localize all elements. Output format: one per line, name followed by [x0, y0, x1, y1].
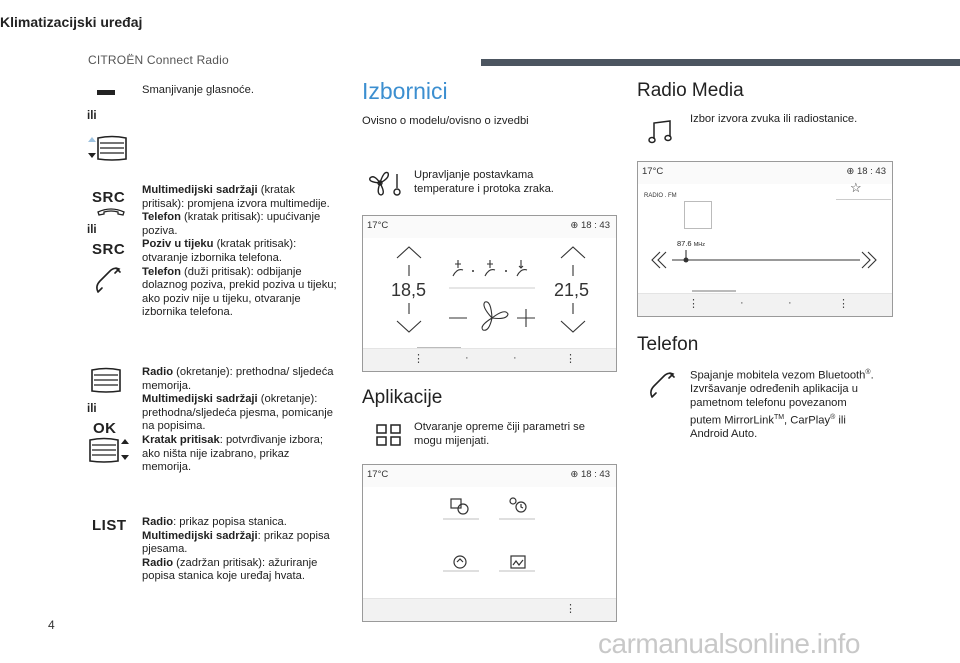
list-description	[142, 516, 342, 584]
fan-temperature-icon	[368, 170, 404, 198]
ok-line-1: Multimedijski sadržaji (okretanje): prethodna/sljedeća pjesma, pomicanje na popisima.	[142, 393, 333, 433]
aplikacije-text: Otvaranje opreme čiji parametri se mogu mijenjati.	[414, 421, 585, 447]
music-note-icon	[648, 120, 674, 144]
menu-dots-icon: ⋮	[565, 603, 576, 615]
dot-icon: ·	[788, 297, 792, 309]
favorite-star-icon[interactable]: ☆	[850, 180, 862, 195]
list-line-0: Radio: prikaz popisa stanica.	[142, 516, 287, 528]
volume-down-icon	[97, 88, 117, 96]
radio-media-text: Izbor izvora zvuka ili radiostanice.	[690, 113, 858, 125]
src-button-label: SRC	[92, 189, 126, 206]
climate-screen	[362, 215, 617, 372]
ili-label: ili	[87, 224, 97, 236]
ok-button-label: OK	[93, 420, 117, 437]
clock: ⊕ 18 : 43	[846, 166, 886, 177]
src-line-0: Multimedijski sadržaji (kratak pritisak): promjena izvora multimedije.	[142, 184, 330, 210]
outside-temp: 17°C	[367, 220, 389, 231]
sync-icon: ⊕	[570, 469, 579, 480]
right-temp-up-arrow	[561, 247, 585, 258]
dot-icon: ·	[513, 352, 517, 364]
phone-handset-small-icon	[96, 206, 126, 216]
seek-back-icon	[652, 252, 660, 268]
ok-line-0: Radio (okretanje): prethodna/ sljedeća memorija.	[142, 366, 334, 392]
klima-text: Upravljanje postavkama temperature i protoka zraka.	[414, 169, 554, 195]
right-temperature: 21,5	[554, 280, 590, 300]
telefon-title: Telefon	[637, 334, 699, 355]
thumbwheel-ok-icon	[88, 436, 132, 464]
tuning-bar[interactable]	[638, 248, 892, 272]
frequency-value: 87.6 MHz	[677, 239, 706, 248]
radio-screen	[637, 161, 893, 317]
src-line-1: Telefon (kratak pritisak): upućivanje poziva.	[142, 211, 321, 237]
izbornici-title: Izbornici	[362, 78, 448, 104]
clock: ⊕ 18 : 43	[570, 469, 610, 480]
sync-icon: ⊕	[846, 166, 855, 177]
clock: ⊕ 18 : 43	[570, 220, 610, 231]
ili-label: ili	[87, 110, 97, 122]
list-button-label: LIST	[92, 517, 127, 534]
thumbwheel-icon	[86, 134, 128, 162]
sync-icon: ⊕	[570, 220, 579, 231]
dot-icon: ·	[465, 352, 469, 364]
thumbwheel-icon	[88, 366, 124, 394]
src-description	[142, 184, 337, 320]
izbornici-subtitle: Ovisno o modelu/ovisno o izvedbi	[362, 115, 529, 127]
list-line-1: Multimedijski sadržaji: prikaz popisa pjesama.	[142, 529, 330, 556]
menu-dots-icon: ⋮	[688, 298, 699, 310]
dot-icon: ·	[740, 297, 744, 309]
menu-dots-icon: ⋮	[565, 353, 576, 365]
divider	[836, 199, 891, 200]
volume-text: Smanjivanje glasnoće.	[142, 84, 254, 96]
phone-icon	[648, 371, 676, 399]
radio-media-title: Radio Media	[637, 80, 744, 101]
ili-label: ili	[87, 403, 97, 415]
header-title: CITROËN Connect Radio	[88, 53, 229, 67]
right-temp-down-arrow	[561, 321, 585, 332]
apps-screen	[362, 464, 617, 622]
tab-indicator	[692, 290, 736, 292]
station-art	[684, 201, 712, 229]
telefon-text: Spajanje mobitela vezom Bluetooth®. Izvršavanje određenih aplikacija u pametnom telefonu povezanom putem MirrorLink™, CarPlay® ili Android Auto.	[690, 369, 874, 440]
src-line-3: Telefon (duži pritisak): odbijanje dolaznog poziva, prekid poziva u tijeku; ako poziv nije u tijeku, otvaranje izbornika telefona.	[142, 265, 337, 319]
ok-description	[142, 366, 337, 475]
header-bar	[481, 59, 960, 66]
src-button-label: SRC	[92, 241, 126, 258]
klima-title: Klimatizacijski uređaj	[0, 14, 143, 30]
apps-grid-icon	[376, 424, 402, 446]
left-temp-down-arrow	[397, 321, 421, 332]
left-temp-up-arrow	[397, 247, 421, 258]
phone-icon	[94, 266, 122, 294]
left-temperature: 18,5	[391, 280, 427, 300]
outside-temp: 17°C	[367, 469, 389, 480]
menu-dots-icon: ⋮	[838, 298, 849, 310]
seek-forward-icon	[862, 252, 870, 268]
ok-line-2: Kratak pritisak: potvrđivanje izbora; ako ništa nije izabrano, prikaz memorija.	[142, 433, 323, 474]
band-label: RADIO . FM	[644, 193, 677, 199]
menu-dots-icon: ⋮	[413, 353, 424, 365]
watermark: carmanualsonline.info	[598, 628, 860, 659]
src-line-2: Poziv u tijeku (kratak pritisak): otvaranje izbornika telefona.	[142, 238, 297, 264]
outside-temp: 17°C	[642, 166, 664, 177]
list-line-2: Radio (zadržan pritisak): ažuriranje popisa stanica koje uređaj hvata.	[142, 556, 318, 583]
aplikacije-title: Aplikacije	[362, 387, 443, 408]
apps-icons	[363, 487, 616, 597]
page-number: 4	[48, 618, 55, 632]
